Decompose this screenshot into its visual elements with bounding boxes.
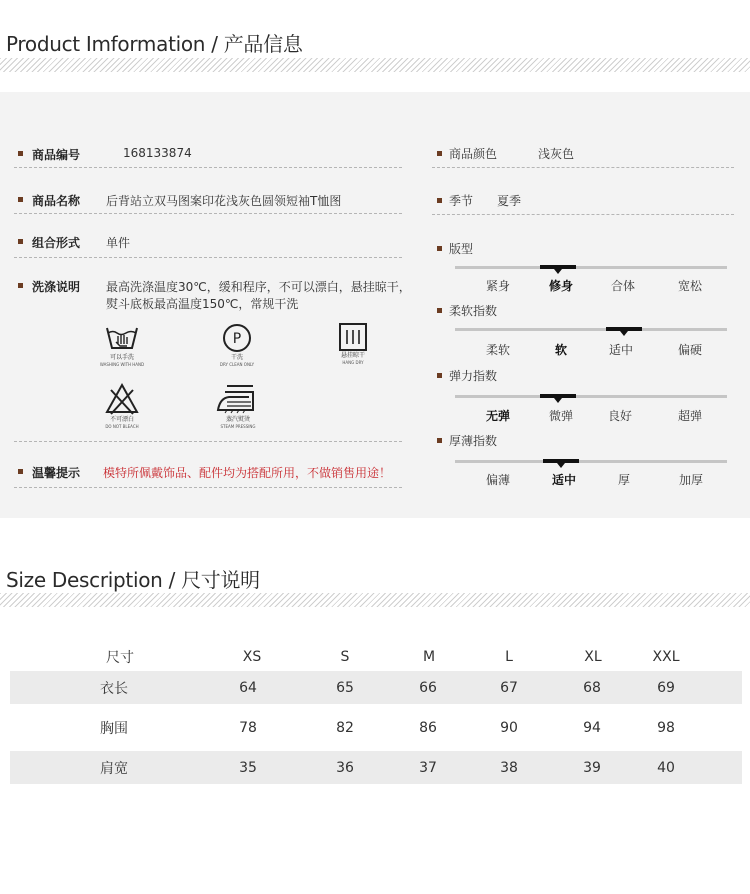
table-cell: 98 bbox=[657, 719, 675, 736]
hang-dry-icon bbox=[338, 322, 368, 352]
header-cell: L bbox=[505, 648, 513, 665]
care-label-cn: 悬挂晾干 bbox=[340, 352, 365, 359]
bullet-icon bbox=[437, 246, 442, 251]
scale-track bbox=[455, 395, 727, 398]
care-label-en: WASHING WITH HAND bbox=[99, 362, 145, 367]
table-cell: 66 bbox=[419, 679, 437, 696]
scale-marker bbox=[606, 327, 642, 331]
scale-option: 修身 bbox=[548, 279, 574, 293]
care-item-no-bleach bbox=[87, 382, 157, 429]
scale-option: 适中 bbox=[608, 343, 634, 357]
scale-option: 柔软 bbox=[485, 343, 511, 357]
scale-option: 超弹 bbox=[677, 409, 703, 423]
scale-label: 弹力指数 bbox=[449, 369, 498, 383]
row-label: 肩宽 bbox=[100, 760, 128, 777]
divider bbox=[432, 214, 734, 215]
field-label-sku: 商品编号 bbox=[32, 148, 81, 162]
field-value-combination: 单件 bbox=[106, 236, 131, 250]
divider bbox=[14, 213, 402, 214]
care-label-en: STEAM PRESSING bbox=[220, 424, 256, 429]
bullet-icon bbox=[18, 151, 23, 156]
wash-by-hand-icon bbox=[104, 322, 140, 354]
field-value-color: 浅灰色 bbox=[538, 147, 575, 161]
field-value-sku: 168133874 bbox=[123, 146, 192, 160]
no-bleach-icon bbox=[104, 382, 140, 416]
divider bbox=[14, 167, 402, 168]
field-value-notice: 模特所佩戴饰品、配件均为搭配所用，不做销售用途！ bbox=[103, 466, 392, 480]
bullet-icon bbox=[437, 373, 442, 378]
scale-option: 微弹 bbox=[548, 409, 574, 423]
table-cell: 40 bbox=[657, 759, 675, 776]
field-label-combination: 组合形式 bbox=[32, 236, 81, 250]
scale-option: 紧身 bbox=[485, 279, 511, 293]
header-cell: 尺寸 bbox=[106, 649, 134, 666]
product-info-title: Product Imformation / 产品信息 bbox=[6, 32, 303, 56]
field-label-season: 季节 bbox=[449, 194, 474, 208]
table-cell: 90 bbox=[500, 719, 518, 736]
scale-marker bbox=[540, 265, 576, 269]
size-table-header bbox=[10, 640, 742, 673]
title-divider bbox=[0, 593, 750, 607]
table-cell: 86 bbox=[419, 719, 437, 736]
table-cell: 64 bbox=[239, 679, 257, 696]
dry-clean-glyph: P bbox=[232, 331, 242, 347]
scale-option: 厚 bbox=[617, 473, 631, 487]
scale-track bbox=[455, 328, 727, 331]
divider bbox=[14, 257, 402, 258]
care-item-hand-wash bbox=[87, 322, 157, 367]
steam-iron-icon bbox=[215, 382, 261, 416]
bullet-icon bbox=[437, 198, 442, 203]
row-label: 胸围 bbox=[100, 720, 128, 737]
table-cell: 65 bbox=[336, 679, 354, 696]
divider bbox=[14, 441, 402, 442]
divider bbox=[432, 167, 734, 168]
table-row bbox=[10, 671, 742, 704]
scale-option: 良好 bbox=[607, 409, 633, 423]
table-cell: 38 bbox=[500, 759, 518, 776]
care-label-en: HANG DRY bbox=[342, 360, 364, 365]
field-label-color: 商品颜色 bbox=[449, 147, 498, 161]
scale-label: 柔软指数 bbox=[449, 304, 498, 318]
table-cell: 82 bbox=[336, 719, 354, 736]
field-label-wash: 洗涤说明 bbox=[32, 280, 81, 294]
scale-option: 适中 bbox=[551, 473, 577, 487]
scale-option: 宽松 bbox=[677, 279, 703, 293]
care-label-en: DO NOT BLEACH bbox=[105, 424, 139, 429]
field-value-season: 夏季 bbox=[497, 194, 522, 208]
table-cell: 69 bbox=[657, 679, 675, 696]
scale-option: 偏硬 bbox=[677, 343, 703, 357]
table-cell: 39 bbox=[583, 759, 601, 776]
field-value-name: 后背站立双马图案印花浅灰色圆领短袖T恤图 bbox=[106, 194, 342, 208]
scale-track bbox=[455, 266, 727, 269]
care-label-cn: 干洗 bbox=[230, 354, 243, 361]
care-item-dry-clean bbox=[202, 322, 272, 367]
bullet-icon bbox=[18, 469, 23, 474]
scale-label: 厚薄指数 bbox=[449, 434, 498, 448]
divider bbox=[14, 487, 402, 488]
bullet-icon bbox=[18, 283, 23, 288]
field-label-notice: 温馨提示 bbox=[32, 466, 81, 480]
care-label-en: DRY CLEAN ONLY bbox=[219, 362, 255, 367]
care-item-steam-iron bbox=[203, 382, 273, 429]
scale-option: 加厚 bbox=[678, 473, 704, 487]
care-item-hang-dry bbox=[318, 322, 388, 365]
dry-clean-icon bbox=[221, 322, 253, 354]
scale-marker bbox=[540, 394, 576, 398]
size-description-title: Size Description / 尺寸说明 bbox=[6, 568, 260, 592]
scale-option: 软 bbox=[554, 343, 568, 357]
bullet-icon bbox=[437, 438, 442, 443]
bullet-icon bbox=[18, 239, 23, 244]
bullet-icon bbox=[18, 197, 23, 202]
table-cell: 35 bbox=[239, 759, 257, 776]
header-cell: M bbox=[422, 648, 436, 665]
row-label: 衣长 bbox=[100, 680, 128, 697]
header-cell: XS bbox=[242, 648, 262, 665]
scale-marker bbox=[543, 459, 579, 463]
care-label-cn: 蒸汽熨烫 bbox=[225, 416, 250, 423]
field-label-name: 商品名称 bbox=[32, 194, 81, 208]
scale-option: 偏薄 bbox=[485, 473, 511, 487]
scale-option: 合体 bbox=[610, 279, 636, 293]
header-cell: XL bbox=[584, 648, 602, 665]
scale-track bbox=[455, 460, 727, 463]
table-cell: 68 bbox=[583, 679, 601, 696]
care-label-cn: 可以手洗 bbox=[109, 354, 134, 361]
header-cell: XXL bbox=[652, 648, 680, 665]
field-value-wash-line2: 熨斗底板最高温度150℃，常规干洗 bbox=[106, 297, 299, 311]
header-cell: S bbox=[340, 648, 350, 665]
table-cell: 78 bbox=[239, 719, 257, 736]
scale-label: 版型 bbox=[449, 242, 474, 256]
table-cell: 67 bbox=[500, 679, 518, 696]
table-cell: 37 bbox=[419, 759, 437, 776]
table-cell: 36 bbox=[336, 759, 354, 776]
table-row bbox=[10, 711, 742, 744]
table-cell: 94 bbox=[583, 719, 601, 736]
scale-option: 无弹 bbox=[485, 409, 511, 423]
bullet-icon bbox=[437, 151, 442, 156]
table-row bbox=[10, 751, 742, 784]
title-divider bbox=[0, 58, 750, 72]
bullet-icon bbox=[437, 308, 442, 313]
field-value-wash: 最高洗涤温度30℃，缓和程序，不可以漂白，悬挂晾干， bbox=[106, 280, 411, 294]
care-label-cn: 不可漂白 bbox=[109, 416, 134, 423]
